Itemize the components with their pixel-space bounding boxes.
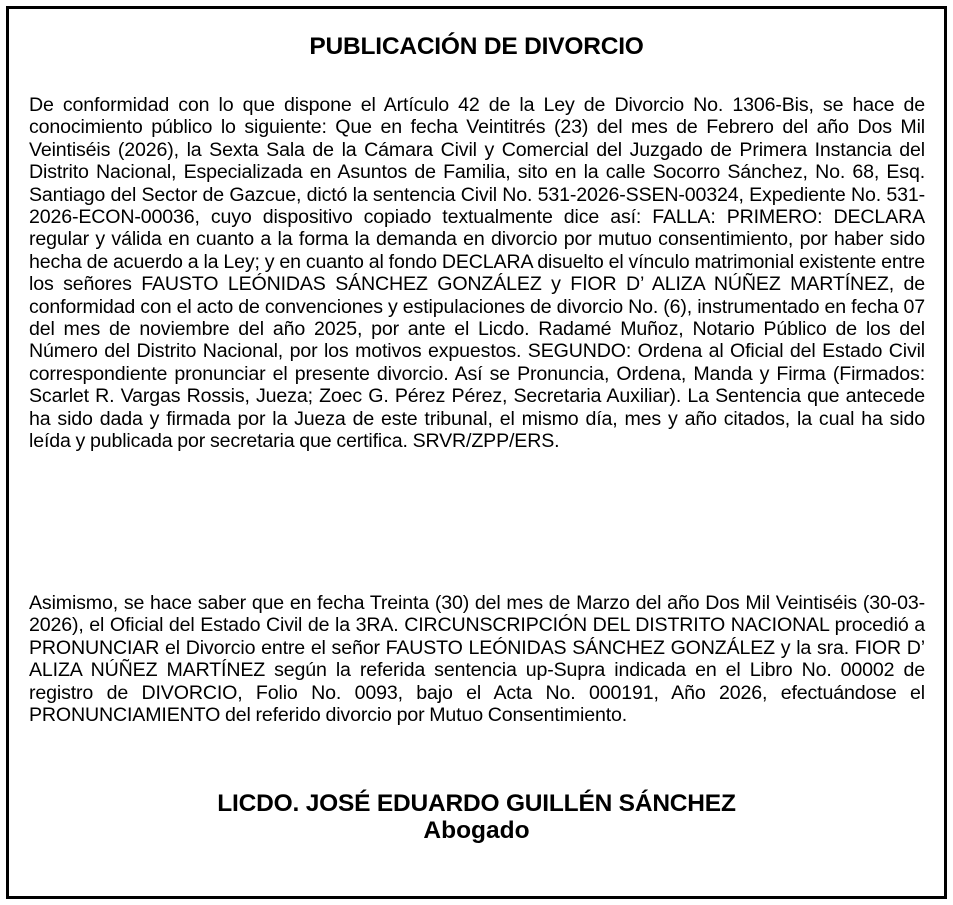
signatory-role: Abogado <box>423 817 530 844</box>
signature-block <box>9 790 944 844</box>
notice-title: PUBLICACIÓN DE DIVORCIO <box>309 33 644 60</box>
divorce-notice <box>6 6 947 899</box>
notice-paragraph-pronouncement: Asimismo, se hace saber que en fecha Treinta (30) del mes de Marzo del año Dos Mil Veintiséis (30-03-2026), el Oficial del Estado Civil de la 3RA. CIRCUNSCRIPCIÓN DEL DISTRITO NACIONAL procedió a PRONUNCIAR el Divorcio entre el señor FAUSTO LEÓNIDAS SÁNCHEZ GONZÁLEZ y la sra. FIOR D’ ALIZA NÚÑEZ MARTÍNEZ según la referida sentencia up-Supra indicada en el Libro No. 00002 de registro de DIVORCIO, Folio No. 0093, bajo el Acta No. 000191, Año 2026, efectuándose el PRONUNCIAMIENTO del referido divorcio por Mutuo Consentimiento. <box>29 592 925 727</box>
notice-paragraph-ruling: De conformidad con lo que dispone el Artículo 42 de la Ley de Divorcio No. 1306-Bis, se hace de conocimiento público lo siguiente: Que en fecha Veintitrés (23) del mes de Febrero del año Dos Mil Veintiséis (2026), la Sexta Sala de la Cámara Civil y Comercial del Juzgado de Primera Instancia del Distrito Nacional, Especializada en Asuntos de Familia, sito en la calle Socorro Sánchez, No. 68, Esq. Santiago del Sector de Gazcue, dictó la sentencia Civil No. 531-2026-SSEN-00324, Expediente No. 531-2026-ECON-00036, cuyo dispositivo copiado textualmente dice así: FALLA: PRIMERO: DECLARA regular y válida en cuanto a la forma la demanda en divorcio por mutuo consentimiento, por haber sido hecha de acuerdo a la Ley; y en cuanto al fondo DECLARA disuelto el vínculo matrimonial existente entre los señores FAUSTO LEÓNIDAS SÁNCHEZ GONZÁLEZ y FIOR D’ ALIZA NÚÑEZ MARTÍNEZ, de conformidad con el acto de convenciones y estipulaciones de divorcio No. (6), instrumentado en fecha 07 del mes de noviembre del año 2025, por ante el Licdo. Radamé Muñoz, Notario Público de los del Número del Distrito Nacional, por los motivos expuestos. SEGUNDO: Ordena al Oficial del Estado Civil correspondiente pronunciar el presente divorcio. Así se Pronuncia, Ordena, Manda y Firma (Firmados: Scarlet R. Vargas Rossis, Jueza; Zoec G. Pérez Pérez, Secretaria Auxiliar). La Sentencia que antecede ha sido dada y firmada por la Jueza de este tribunal, el mismo día, mes y año citados, la cual ha sido leída y publicada por secretaria que certifica. SRVR/ZPP/ERS. <box>29 94 925 453</box>
signatory-name: LICDO. JOSÉ EDUARDO GUILLÉN SÁNCHEZ <box>217 790 736 817</box>
